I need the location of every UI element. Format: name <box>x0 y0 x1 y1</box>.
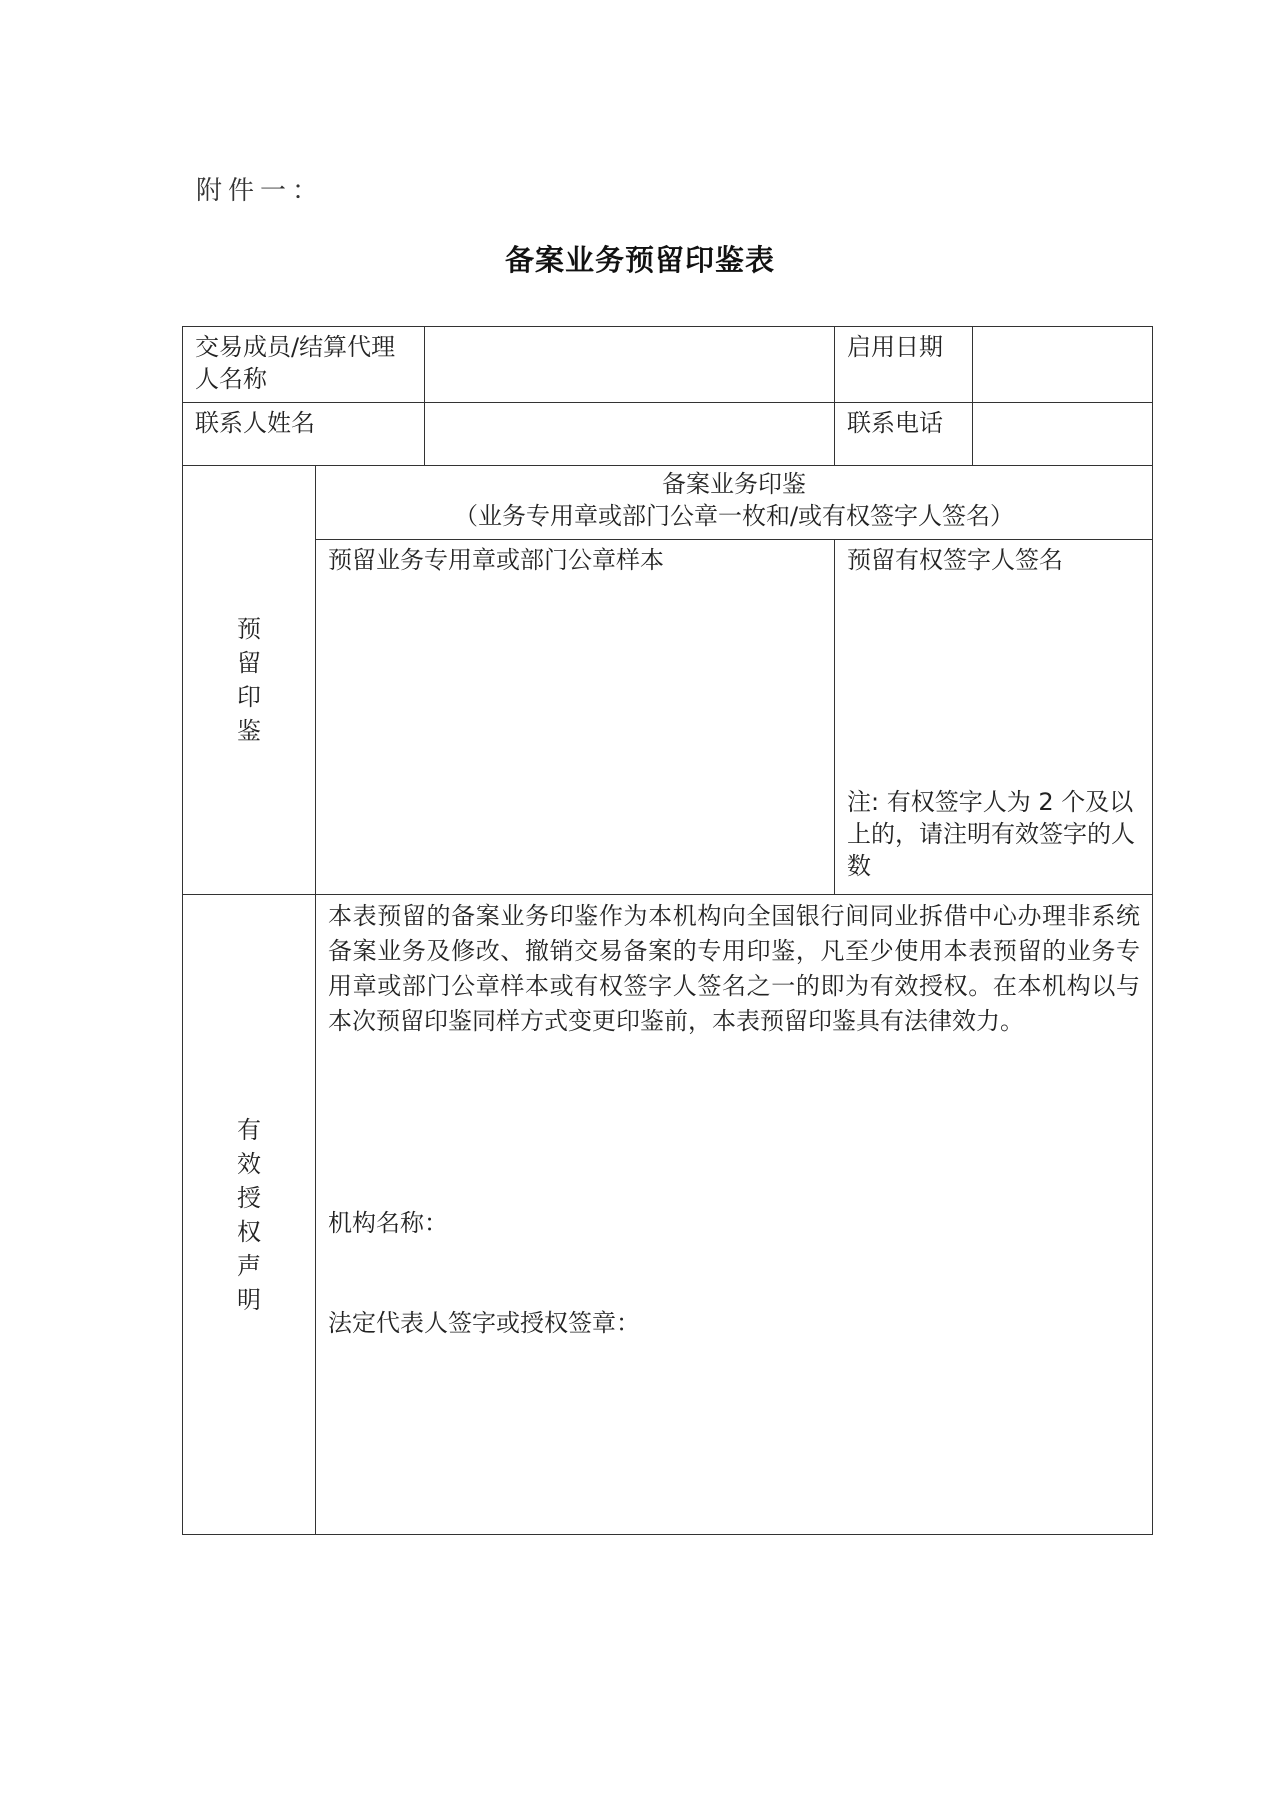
seal-section-label <box>183 466 316 895</box>
contact-phone-label: 联系电话 <box>835 403 973 466</box>
legal-representative-label: 法定代表人签字或授权签章： <box>328 1309 640 1337</box>
seal-subheading: （业务专用章或部门公章一枚和/或有权签字人签名） <box>453 502 1015 530</box>
start-date-label: 启用日期 <box>835 327 973 403</box>
seal-section-label-text: 预留印鉴 <box>237 615 261 745</box>
statement-section-label-text: 有效授权声明 <box>237 1115 261 1314</box>
member-name-field[interactable] <box>425 327 835 403</box>
start-date-field[interactable] <box>973 327 1153 403</box>
statement-cell <box>316 895 1153 1535</box>
contact-phone-field[interactable] <box>973 403 1153 466</box>
seal-sample-label: 预留业务专用章或部门公章样本 <box>328 546 664 574</box>
signature-note: 注: 有权签字人为 2 个及以上的，请注明有效签字的人数 <box>847 788 1135 880</box>
contact-name-field[interactable] <box>425 403 835 466</box>
attachment-label: 附件一： <box>196 176 325 206</box>
seal-heading: 备案业务印鉴 <box>662 470 806 498</box>
statement-text: 本表预留的备案业务印鉴作为本机构向全国银行间同业拆借中心办理非系统备案业务及修改、撤销交易备案的专用印鉴，凡至少使用本表预留的业务专用章或部门公章样本或有权签字人签名之一的即为有效授权。在本机构以与本次预留印鉴同样方式变更印鉴前，本表预留印鉴具有法律效力。 <box>328 902 1140 1035</box>
signature-label: 预留有权签字人签名 <box>847 546 1063 574</box>
member-name-label: 交易成员/结算代理人名称 <box>183 327 425 403</box>
signature-cell[interactable] <box>835 540 1153 895</box>
seal-registration-form <box>182 326 1153 1535</box>
document-title: 备案业务预留印鉴表 <box>504 243 775 277</box>
institution-name-label: 机构名称： <box>328 1209 448 1237</box>
contact-name-label: 联系人姓名 <box>183 403 425 466</box>
seal-heading-cell <box>316 466 1153 540</box>
statement-section-label <box>183 895 316 1535</box>
seal-sample-cell[interactable] <box>316 540 835 895</box>
